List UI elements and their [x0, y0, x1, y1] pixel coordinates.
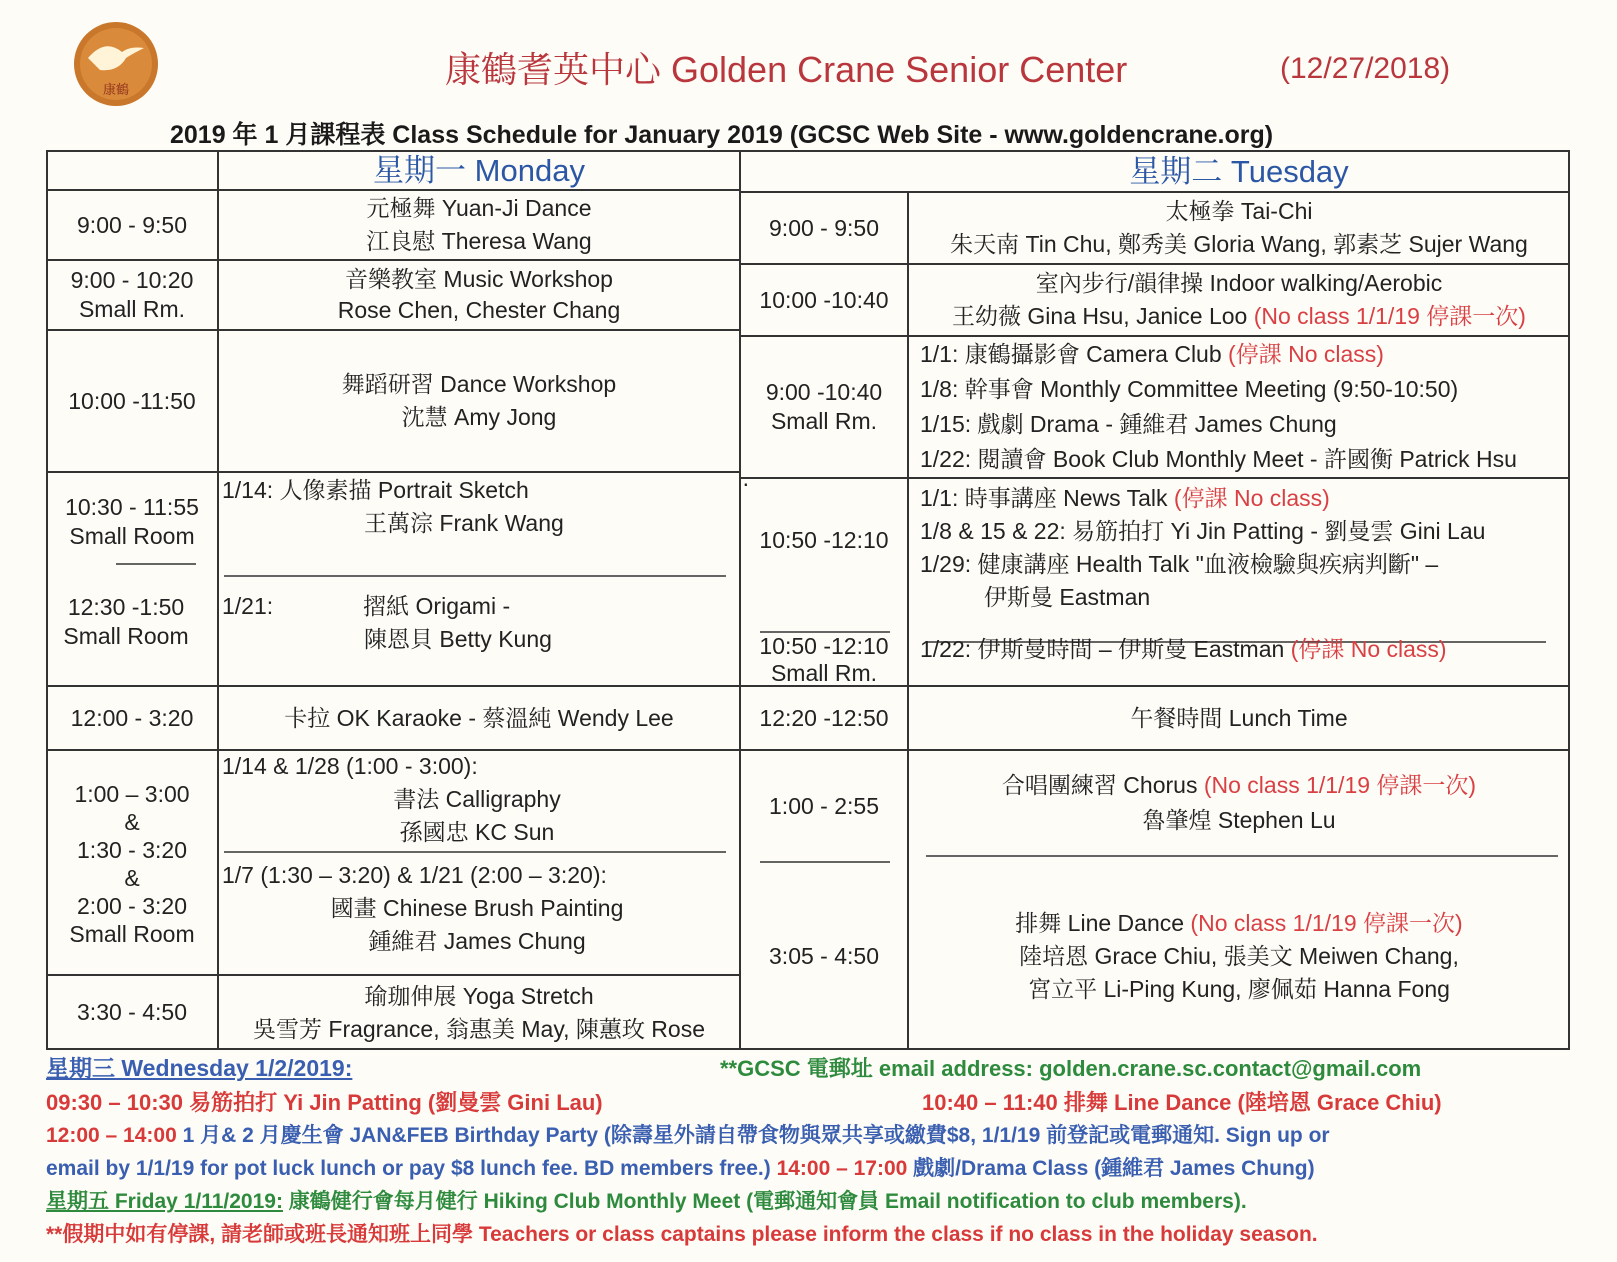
tue-time-5: 12:20 -12:50 — [759, 704, 889, 731]
mon-class-6a: 1/14 & 1/28 (1:00 - 3:00): 書法 Calligraphy 孫國忠 KC Sun — [222, 753, 561, 845]
tue-time-7: 3:05 - 4:50 — [769, 942, 879, 969]
friday-item: 星期五 Friday 1/11/2019: 康鶴健行會每月健行 Hiking Club Monthly Meet (電郵通知會員 Email notification to club members). — [46, 1190, 1247, 1213]
tue-time-4a: 10:50 -12:10 — [759, 526, 889, 553]
tuesday-heading: 星期二 Tuesday — [1129, 153, 1349, 189]
holiday-note: **假期中如有停課, 請老師或班長通知班上同學 Teachers or class captains please inform the class if no class in the holiday season. — [46, 1223, 1318, 1246]
tue-time-4b: 10:50 -12:10 Small Rm. — [759, 633, 889, 686]
tue-time-1: 9:00 - 9:50 — [769, 214, 879, 241]
monday-heading: 星期一 Monday — [373, 152, 585, 188]
issue-date: (12/27/2018) — [1280, 52, 1451, 85]
tue-time-3: 9:00 -10:40 Small Rm. — [765, 379, 883, 434]
mon-time-6: 1:00 – 3:00 & 1:30 - 3:20 & 2:00 - 3:20 Small Room — [69, 781, 195, 947]
tue-class-6: 合唱團練習 Chorus (No class 1/1/19 停課一次) 魯肇煌 Stephen Lu — [1001, 772, 1477, 833]
mon-class-5: 卡拉 OK Karaoke - 蔡溫純 Wendy Lee — [284, 704, 674, 731]
wed-item-2: 10:40 – 11:40 排舞 Line Dance (陸培恩 Grace Chiu) — [922, 1090, 1442, 1115]
birthday-item: 12:00 – 14:00 1 月& 2 月慶生會 JAN&FEB Birthday Party (除壽星外請自帶食物與眾共享或繳費$8, 1/1/19 前登記或電郵通知. Sign up or — [46, 1124, 1330, 1147]
tue-dot: · — [742, 470, 750, 496]
tue-class-4b: 1/22: 伊斯曼時間 – 伊斯曼 Eastman (停課 No class) — [920, 636, 1447, 662]
mon-class-3: 舞蹈研習 Dance Workshop 沈慧 Amy Jong — [341, 371, 617, 430]
mon-class-7: 瑜珈伸展 Yoga Stretch 吳雪芳 Fragrance, 翁惠美 May, 陳蕙玫 Rose — [253, 982, 705, 1042]
tue-class-2: 室內步行/韻律操 Indoor walking/Aerobic 王幼薇 Gina Hsu, Janice Loo (No class 1/1/19 停課一次) — [952, 270, 1526, 329]
svg-text:康鶴: 康鶴 — [102, 83, 130, 98]
mon-time-4b: 12:30 -1:50 Small Room — [63, 594, 189, 649]
mon-class-4a: 1/14: 人像素描 Portrait Sketch 王萬淙 Frank Wang — [222, 477, 564, 536]
mon-time-5: 12:00 - 3:20 — [70, 704, 194, 731]
wednesday-heading: 星期三 Wednesday 1/2/2019: — [46, 1055, 353, 1081]
page-title: 康鶴耆英中心 Golden Crane Senior Center — [445, 49, 1128, 90]
tue-class-5: 午餐時間 Lunch Time — [1130, 704, 1348, 731]
tue-time-2: 10:00 -10:40 — [759, 286, 889, 313]
tue-class-1: 太極拳 Tai-Chi 朱天南 Tin Chu, 鄭秀美 Gloria Wang, 郭素芝 Sujer Wang — [950, 198, 1528, 257]
tue-time-6: 1:00 - 2:55 — [769, 792, 879, 819]
mon-time-2: 9:00 - 10:20 Small Rm. — [70, 267, 194, 322]
mon-class-2: 音樂教室 Music Workshop Rose Chen, Chester Chang — [337, 266, 621, 323]
schedule-subtitle: 2019 年 1 月課程表 Class Schedule for January 2019 (GCSC Web Site - www.goldencrane.org) — [170, 121, 1274, 149]
crane-logo — [70, 18, 162, 110]
mon-class-4b: 1/21: 摺紙 Origami - 陳恩貝 Betty Kung — [222, 593, 552, 652]
tue-class-4: 1/1: 時事講座 News Talk (停課 No class) 1/8 & 15 & 22: 易筋拍打 Yi Jin Patting - 劉曼雲 Gini Lau 1/29: 健康講座 Health Talk "血液檢驗與疾病判斷" – 伊斯曼 Eastman — [920, 485, 1486, 610]
schedule-table — [46, 150, 1570, 1050]
mon-class-6b: 1/7 (1:30 – 3:20) & 1/21 (2:00 – 3:20): 國畫 Chinese Brush Painting 鍾維君 James Chung — [222, 862, 624, 954]
birthday-drama-item: email by 1/1/19 for pot luck lunch or pay $8 lunch fee. BD members free.) 14:00 – 17:00 戲劇/Drama Class (鍾維君 James Chung) — [46, 1157, 1315, 1180]
wed-item-1: 09:30 – 10:30 易筋拍打 Yi Jin Patting (劉曼雲 Gini Lau) — [46, 1090, 603, 1115]
mon-class-1: 元極舞 Yuan-Ji Dance 江良慰 Theresa Wang — [366, 195, 592, 254]
email-note: **GCSC 電郵址 email address: golden.crane.sc.contact@gmail.com — [720, 1056, 1422, 1081]
tue-class-7: 排舞 Line Dance (No class 1/1/19 停課一次) 陸培恩 Grace Chiu, 張美文 Meiwen Chang, 宮立平 Li-Ping Kung, 廖佩茹 Hanna Fong — [1015, 909, 1463, 1002]
mon-time-1: 9:00 - 9:50 — [77, 211, 187, 238]
mon-time-7: 3:30 - 4:50 — [77, 999, 187, 1025]
mon-time-4a: 10:30 - 11:55 Small Room — [65, 494, 199, 549]
mon-time-3: 10:00 -11:50 — [68, 387, 196, 414]
tue-class-3: 1/1: 康鶴攝影會 Camera Club (停課 No class) 1/8: 幹事會 Monthly Committee Meeting (9:50-10:50) 1/15: 戲劇 Drama - 鍾維君 James Chung 1/22: 閱讀會 Book Club Monthly Meet - 許國衡 Patrick Hsu — [920, 341, 1517, 472]
